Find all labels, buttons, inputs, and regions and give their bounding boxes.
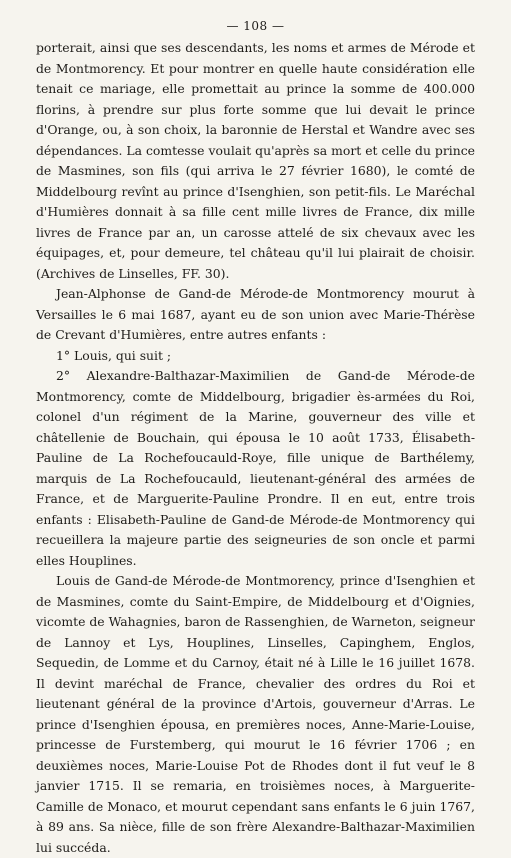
page-number: — 108 — (226, 19, 285, 33)
paragraph-jean-alphonse: Jean-Alphonse de Gand-de Mérode-de Montmorency mourut à Versailles le 6 mai 1687, ayant eu de son union avec Marie-Thérèse de Crevant d'Humières, entre autres enfants : (36, 286, 475, 342)
paragraph-louis: Louis de Gand-de Mérode-de Montmorency, prince d'Isenghien et de Masmines, comte du Saint-Empire, de Middelbourg et d'Oignies, vicomte de Wahagnies, baron de Rassenghien, de Warneton, seigneur de Lannoy et Lys, Houplines, Linselles, Capinghem, Englos, Sequedin, de Lomme et du Carnoy, était né à Lille le 16 juillet 1678. Il devint maréchal de France, chevalier des ordres du Roi et lieutenant général de la province d'Artois, gouverneur d'Arras. Le prince d'Isenghien épousa, en premières noces, Anne-Marie-Louise, princesse de Furstemberg, qui mourut le 16 février 1706 ; en deuxièmes noces, Marie-Louise Pot de Rhodes dont il fut veuf le 8 janvier 1715. Il se remaria, en troisièmes noces, à Marguerite-Camille de Monaco, et mourut cependant sans enfants le 6 juin 1767, à 89 ans. Sa nièce, fille de son frère Alexandre-Balthazar-Maximilien lui succéda. (36, 573, 475, 855)
paragraph-child-2: 2° Alexandre-Balthazar-Maximilien de Gand-de Mérode-de Montmorency, comte de Middelbourg, brigadier ès-armées du Roi, colonel d'un régiment de la Marine, gouverneur des ville et châtellenie de Bouchain, qui épousa le 10 août 1733, Élisabeth-Pauline de La Rochefoucauld-Roye, fille unique de Barthélemy, marquis de La Rochefoucauld, lieutenant-général des armées de France, et de Marguerite-Pauline Prondre. Il en eut, entre trois enfants : Elisabeth-Pauline de Gand-de Mérode-de Montmorency qui recueillera la majeure partie des seigneuries de son oncle et parmi elles Houplines. (36, 368, 475, 568)
body-text (36, 38, 475, 858)
paragraph-child-1: 1° Louis, qui suit ; (56, 347, 172, 363)
paragraph-continuation: porterait, ainsi que ses descendants, les noms et armes de Mérode et de Montmorency. Et pour montrer en quelle haute considération elle tenait ce mariage, elle promettait au prince la somme de 400.000 florins, à prendre sur plus forte somme que lui devait le prince d'Orange, ou, à son choix, la baronnie de Herstal et Wandre avec ses dépendances. La comtesse voulait qu'après sa mort et celle du prince de Masmines, son fils (qui arriva le 27 février 1680), le comté de Middelbourg revînt au prince d'Isenghien, son petit-fils. Le Maréchal d'Humières donnait à sa fille cent mille livres de France, dix mille livres de France par an, un carosse attelé de six chevaux avec les équipages, et, pour demeure, tel château qu'il lui plairait de choisir. (Archives de Linselles, FF. 30). (36, 40, 475, 281)
